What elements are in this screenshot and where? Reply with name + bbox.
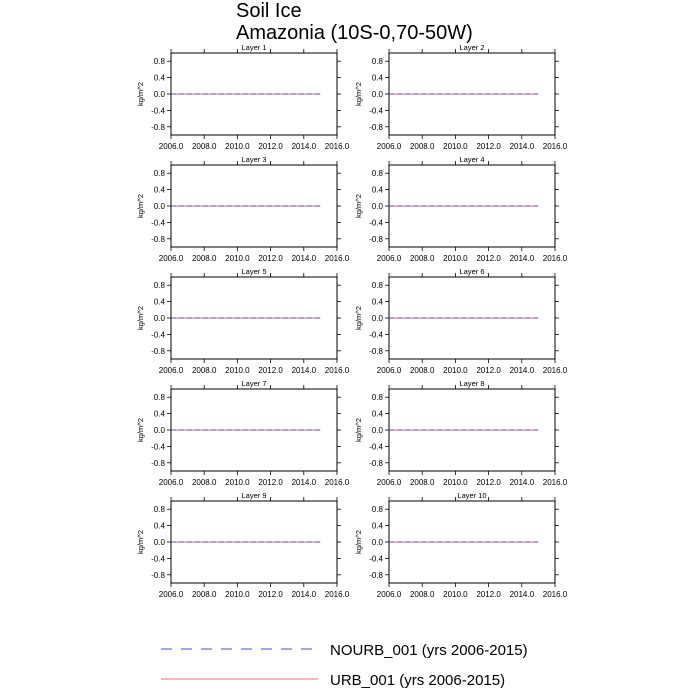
ylabel-5: kg/m^2 — [136, 306, 145, 330]
panel-title-4: Layer 4 — [459, 155, 485, 164]
xtick-label-9: 2010.0 — [225, 590, 250, 599]
xtick-label-8: 2010.0 — [443, 478, 468, 487]
ylabel-6: kg/m^2 — [354, 306, 363, 330]
xtick-label-6: 2006.0 — [376, 366, 402, 375]
xtick-label-1: 2006.0 — [158, 142, 184, 151]
xtick-label-4: 2012.0 — [476, 254, 501, 263]
xtick-label-9: 2016.0 — [324, 590, 350, 599]
panel-title-8: Layer 8 — [459, 379, 485, 388]
xtick-label-5: 2010.0 — [225, 366, 250, 375]
ytick-label-8: 0.8 — [371, 393, 383, 403]
xtick-label-1: 2016.0 — [324, 142, 350, 151]
panel-title-2: Layer 2 — [459, 43, 485, 52]
ytick-label-5: 0.0 — [153, 314, 165, 323]
ytick-label-7: -0.4 — [151, 442, 165, 452]
xtick-label-10: 2010.0 — [443, 590, 468, 599]
ylabel-3: kg/m^2 — [136, 194, 145, 218]
ytick-label-5: 0.4 — [153, 297, 165, 307]
xtick-label-1: 2010.0 — [225, 142, 250, 151]
xtick-label-10: 2016.0 — [542, 590, 568, 599]
ytick-label-2: 0.4 — [371, 73, 383, 83]
xtick-label-4: 2006.0 — [376, 254, 402, 263]
legend-label-urb: URB_001 (yrs 2006-2015) — [330, 672, 506, 689]
ytick-label-8: 0.4 — [371, 409, 383, 419]
ytick-label-5: 0.8 — [153, 281, 165, 291]
page-title: Soil Ice — [236, 0, 302, 22]
xtick-label-6: 2010.0 — [443, 366, 468, 375]
xtick-label-5: 2008.0 — [191, 366, 217, 375]
xtick-label-2: 2006.0 — [376, 142, 402, 151]
xtick-label-8: 2008.0 — [409, 478, 435, 487]
xtick-label-8: 2006.0 — [376, 478, 402, 487]
xtick-label-10: 2012.0 — [476, 590, 501, 599]
xtick-label-6: 2008.0 — [409, 366, 435, 375]
ytick-label-7: 0.8 — [153, 393, 165, 403]
ytick-label-10: 0.0 — [371, 538, 383, 547]
ylabel-1: kg/m^2 — [136, 82, 145, 106]
xtick-label-9: 2008.0 — [191, 590, 217, 599]
xtick-label-7: 2006.0 — [158, 478, 184, 487]
xtick-label-7: 2016.0 — [324, 478, 350, 487]
ytick-label-1: 0.8 — [153, 57, 165, 67]
ytick-label-9: -0.4 — [151, 554, 165, 564]
ylabel-9: kg/m^2 — [136, 530, 145, 554]
xtick-label-5: 2014.0 — [291, 366, 317, 375]
xtick-label-2: 2008.0 — [409, 142, 435, 151]
xtick-label-5: 2006.0 — [158, 366, 184, 375]
ytick-label-3: -0.8 — [151, 234, 165, 244]
ytick-label-3: -0.4 — [151, 218, 165, 228]
panel-title-9: Layer 9 — [241, 491, 267, 500]
xtick-label-7: 2012.0 — [258, 478, 283, 487]
panel-title-1: Layer 1 — [241, 43, 267, 52]
ytick-label-9: 0.8 — [153, 505, 165, 515]
xtick-label-3: 2014.0 — [291, 254, 317, 263]
xtick-label-2: 2012.0 — [476, 142, 501, 151]
xtick-label-8: 2014.0 — [509, 478, 535, 487]
ytick-label-4: 0.0 — [371, 202, 383, 211]
ytick-label-2: 0.0 — [371, 90, 383, 99]
ytick-label-3: 0.4 — [153, 185, 165, 195]
xtick-label-9: 2006.0 — [158, 590, 184, 599]
ytick-label-6: -0.4 — [369, 330, 383, 340]
xtick-label-10: 2014.0 — [509, 590, 535, 599]
ytick-label-7: 0.0 — [153, 426, 165, 435]
panel-title-10: Layer 10 — [457, 491, 487, 500]
page-subtitle: Amazonia (10S-0,70-50W) — [236, 22, 473, 44]
ytick-label-7: -0.8 — [151, 458, 165, 468]
ytick-label-2: -0.4 — [369, 106, 383, 116]
ytick-label-1: -0.8 — [151, 122, 165, 132]
xtick-label-4: 2016.0 — [542, 254, 568, 263]
ytick-label-4: -0.4 — [369, 218, 383, 228]
ytick-label-10: 0.8 — [371, 505, 383, 515]
legend-label-nourb: NOURB_001 (yrs 2006-2015) — [330, 642, 528, 659]
ytick-label-6: 0.4 — [371, 297, 383, 307]
xtick-label-5: 2016.0 — [324, 366, 350, 375]
xtick-label-2: 2014.0 — [509, 142, 535, 151]
xtick-label-10: 2006.0 — [376, 590, 402, 599]
ytick-label-9: 0.4 — [153, 521, 165, 531]
ytick-label-5: -0.4 — [151, 330, 165, 340]
ytick-label-4: 0.8 — [371, 169, 383, 179]
ytick-label-8: 0.0 — [371, 426, 383, 435]
ytick-label-6: 0.0 — [371, 314, 383, 323]
xtick-label-6: 2012.0 — [476, 366, 501, 375]
xtick-label-4: 2008.0 — [409, 254, 435, 263]
xtick-label-5: 2012.0 — [258, 366, 283, 375]
xtick-label-3: 2008.0 — [191, 254, 217, 263]
ytick-label-8: -0.8 — [369, 458, 383, 468]
xtick-label-7: 2008.0 — [191, 478, 217, 487]
ytick-label-6: 0.8 — [371, 281, 383, 291]
xtick-label-4: 2014.0 — [509, 254, 535, 263]
xtick-label-1: 2012.0 — [258, 142, 283, 151]
xtick-label-1: 2008.0 — [191, 142, 217, 151]
ytick-label-2: -0.8 — [369, 122, 383, 132]
ytick-label-3: 0.8 — [153, 169, 165, 179]
ytick-label-4: -0.8 — [369, 234, 383, 244]
xtick-label-3: 2012.0 — [258, 254, 283, 263]
xtick-label-9: 2014.0 — [291, 590, 317, 599]
xtick-label-7: 2010.0 — [225, 478, 250, 487]
xtick-label-3: 2010.0 — [225, 254, 250, 263]
ytick-label-8: -0.4 — [369, 442, 383, 452]
ytick-label-9: -0.8 — [151, 570, 165, 580]
xtick-label-3: 2006.0 — [158, 254, 184, 263]
xtick-label-8: 2016.0 — [542, 478, 568, 487]
ytick-label-4: 0.4 — [371, 185, 383, 195]
ytick-label-1: 0.4 — [153, 73, 165, 83]
xtick-label-2: 2016.0 — [542, 142, 568, 151]
ytick-label-1: -0.4 — [151, 106, 165, 116]
xtick-label-1: 2014.0 — [291, 142, 317, 151]
xtick-label-6: 2014.0 — [509, 366, 535, 375]
xtick-label-2: 2010.0 — [443, 142, 468, 151]
ytick-label-7: 0.4 — [153, 409, 165, 419]
ytick-label-10: 0.4 — [371, 521, 383, 531]
ylabel-8: kg/m^2 — [354, 418, 363, 442]
xtick-label-10: 2008.0 — [409, 590, 435, 599]
ytick-label-10: -0.4 — [369, 554, 383, 564]
ylabel-2: kg/m^2 — [354, 82, 363, 106]
ytick-label-1: 0.0 — [153, 90, 165, 99]
ylabel-7: kg/m^2 — [136, 418, 145, 442]
panel-title-6: Layer 6 — [459, 267, 485, 276]
xtick-label-9: 2012.0 — [258, 590, 283, 599]
ylabel-4: kg/m^2 — [354, 194, 363, 218]
ytick-label-5: -0.8 — [151, 346, 165, 356]
ylabel-10: kg/m^2 — [354, 530, 363, 554]
xtick-label-7: 2014.0 — [291, 478, 317, 487]
ytick-label-2: 0.8 — [371, 57, 383, 67]
panel-title-7: Layer 7 — [241, 379, 267, 388]
xtick-label-4: 2010.0 — [443, 254, 468, 263]
ytick-label-9: 0.0 — [153, 538, 165, 547]
xtick-label-3: 2016.0 — [324, 254, 350, 263]
ytick-label-6: -0.8 — [369, 346, 383, 356]
ytick-label-10: -0.8 — [369, 570, 383, 580]
panel-title-3: Layer 3 — [241, 155, 267, 164]
xtick-label-8: 2012.0 — [476, 478, 501, 487]
panel-title-5: Layer 5 — [241, 267, 267, 276]
ytick-label-3: 0.0 — [153, 202, 165, 211]
xtick-label-6: 2016.0 — [542, 366, 568, 375]
